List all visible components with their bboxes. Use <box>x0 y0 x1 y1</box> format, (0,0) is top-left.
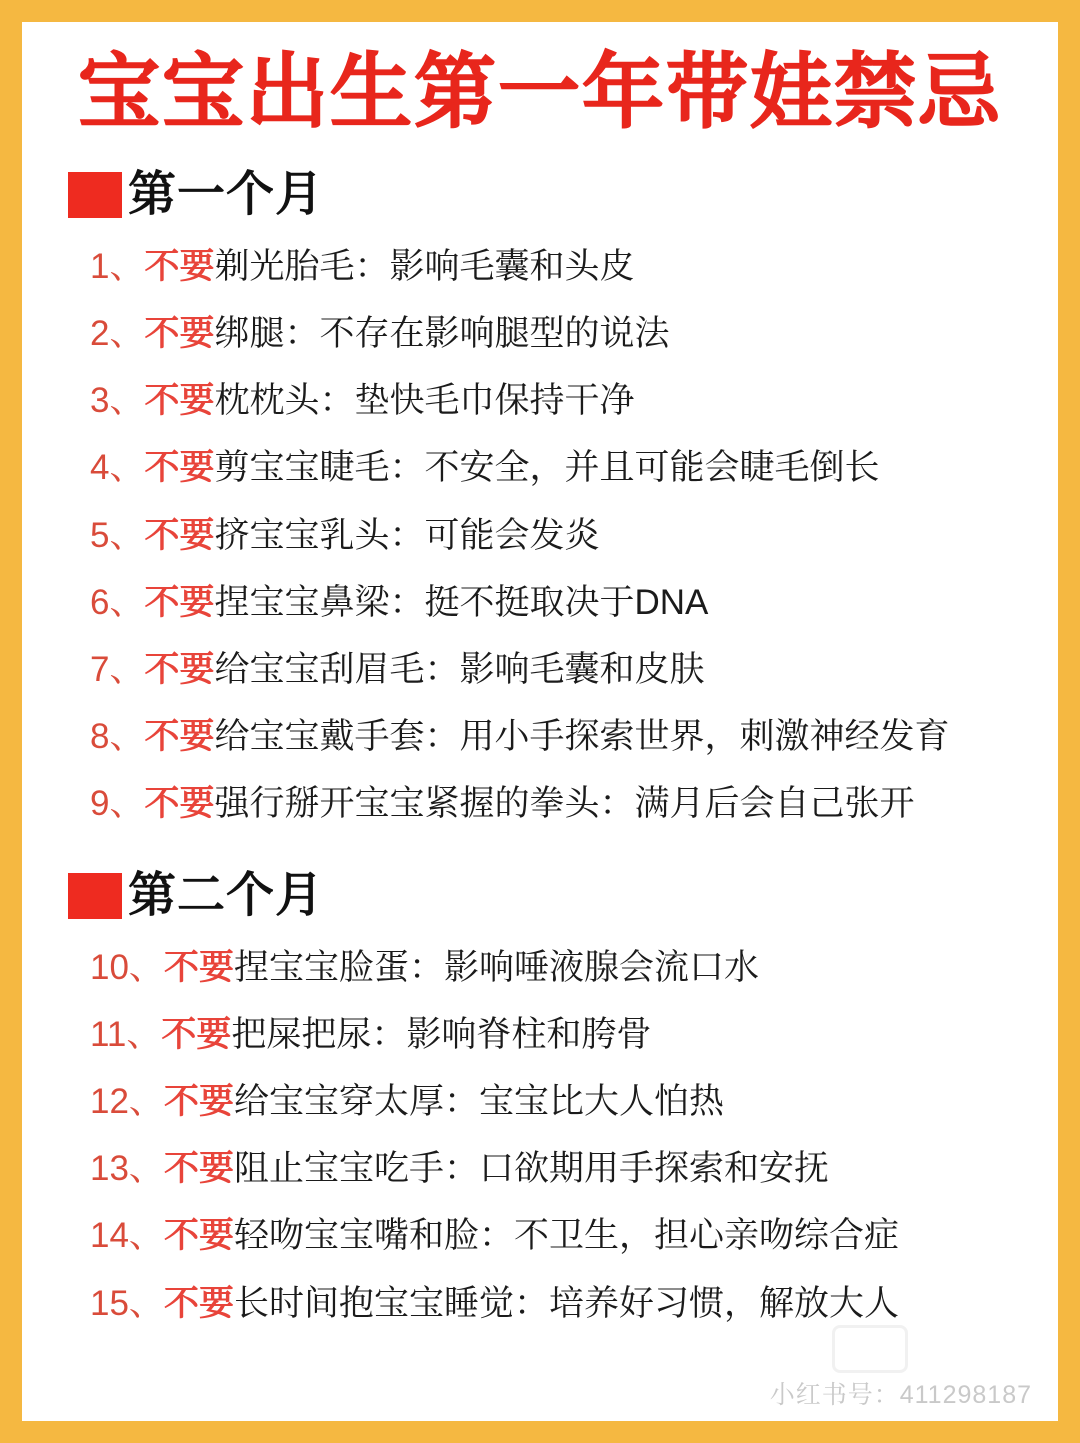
item-number: 3、 <box>90 381 145 421</box>
item-text: 挤宝宝乳头：可能会发炎 <box>214 515 600 555</box>
list-item <box>22 502 1058 569</box>
section-heading <box>22 868 1058 922</box>
item-prohibition-label: 不要 <box>163 1081 234 1121</box>
item-text: 给宝宝穿太厚：宝宝比大人怕热 <box>233 1081 724 1121</box>
item-text: 捏宝宝脸蛋：影响唾液腺会流口水 <box>233 947 759 987</box>
item-prohibition-label: 不要 <box>161 1014 232 1054</box>
item-text: 捏宝宝鼻梁：挺不挺取决于DNA <box>214 582 709 622</box>
list-item <box>22 1068 1058 1135</box>
item-text: 轻吻宝宝嘴和脸：不卫生，担心亲吻综合症 <box>233 1216 899 1256</box>
page-title: 宝宝出生第一年带娃禁忌 <box>77 47 1002 138</box>
item-prohibition-label: 不要 <box>144 515 215 555</box>
watermark-badge-icon <box>832 1325 908 1373</box>
item-number: 6、 <box>90 582 145 622</box>
item-number: 13、 <box>90 1149 164 1189</box>
item-prohibition-label: 不要 <box>144 717 215 757</box>
item-text: 长时间抱宝宝睡觉：培养好习惯，解放大人 <box>233 1283 899 1323</box>
item-prohibition-label: 不要 <box>163 1149 234 1189</box>
item-number: 12、 <box>90 1081 164 1121</box>
item-number: 2、 <box>90 314 145 354</box>
section-title: 第一个月 <box>128 167 325 221</box>
watermark-text: 小红书号：411298187 <box>769 1381 1032 1409</box>
section-month-2 <box>22 868 1058 1337</box>
section-item-list <box>22 934 1058 1337</box>
item-number: 5、 <box>90 515 145 555</box>
list-item <box>22 434 1058 501</box>
item-text: 阻止宝宝吃手：口欲期用手探索和安抚 <box>233 1149 829 1189</box>
item-prohibition-label: 不要 <box>144 246 215 286</box>
item-number: 14、 <box>90 1216 164 1256</box>
item-number: 15、 <box>90 1283 164 1323</box>
list-item <box>22 300 1058 367</box>
section-item-list <box>22 233 1058 838</box>
item-number: 8、 <box>90 717 145 757</box>
item-prohibition-label: 不要 <box>163 1216 234 1256</box>
poster-card <box>22 22 1058 1421</box>
item-text: 剃光胎毛：影响毛囊和头皮 <box>214 246 635 286</box>
item-number: 7、 <box>90 650 145 690</box>
item-prohibition-label: 不要 <box>163 947 234 987</box>
section-month-1 <box>22 167 1058 838</box>
item-text: 剪宝宝睫毛：不安全，并且可能会睫毛倒长 <box>214 448 880 488</box>
item-text: 把屎把尿：影响脊柱和胯骨 <box>231 1014 652 1054</box>
item-prohibition-label: 不要 <box>144 381 215 421</box>
red-square-bullet-icon <box>68 172 122 218</box>
list-item <box>22 367 1058 434</box>
item-prohibition-label: 不要 <box>144 582 215 622</box>
list-item <box>22 934 1058 1001</box>
list-item <box>22 1135 1058 1202</box>
list-item <box>22 770 1058 837</box>
section-title: 第二个月 <box>128 868 325 922</box>
item-prohibition-label: 不要 <box>163 1283 234 1323</box>
item-number: 1、 <box>90 246 145 286</box>
item-text: 枕枕头：垫快毛巾保持干净 <box>214 381 635 421</box>
list-item <box>22 569 1058 636</box>
item-text: 强行掰开宝宝紧握的拳头：满月后会自己张开 <box>214 784 915 824</box>
list-item <box>22 233 1058 300</box>
item-prohibition-label: 不要 <box>144 448 215 488</box>
item-prohibition-label: 不要 <box>144 314 215 354</box>
list-item <box>22 1001 1058 1068</box>
item-prohibition-label: 不要 <box>144 650 215 690</box>
red-square-bullet-icon <box>68 873 122 919</box>
item-number: 10、 <box>90 947 164 987</box>
list-item <box>22 703 1058 770</box>
item-prohibition-label: 不要 <box>144 784 215 824</box>
item-text: 绑腿：不存在影响腿型的说法 <box>214 314 670 354</box>
list-item <box>22 636 1058 703</box>
list-item <box>22 1202 1058 1269</box>
item-number: 9、 <box>90 784 145 824</box>
item-number: 4、 <box>90 448 145 488</box>
section-heading <box>22 167 1058 221</box>
item-number: 11、 <box>90 1014 162 1054</box>
item-text: 给宝宝刮眉毛：影响毛囊和皮肤 <box>214 650 705 690</box>
item-text: 给宝宝戴手套：用小手探索世界，刺激神经发育 <box>214 717 950 757</box>
